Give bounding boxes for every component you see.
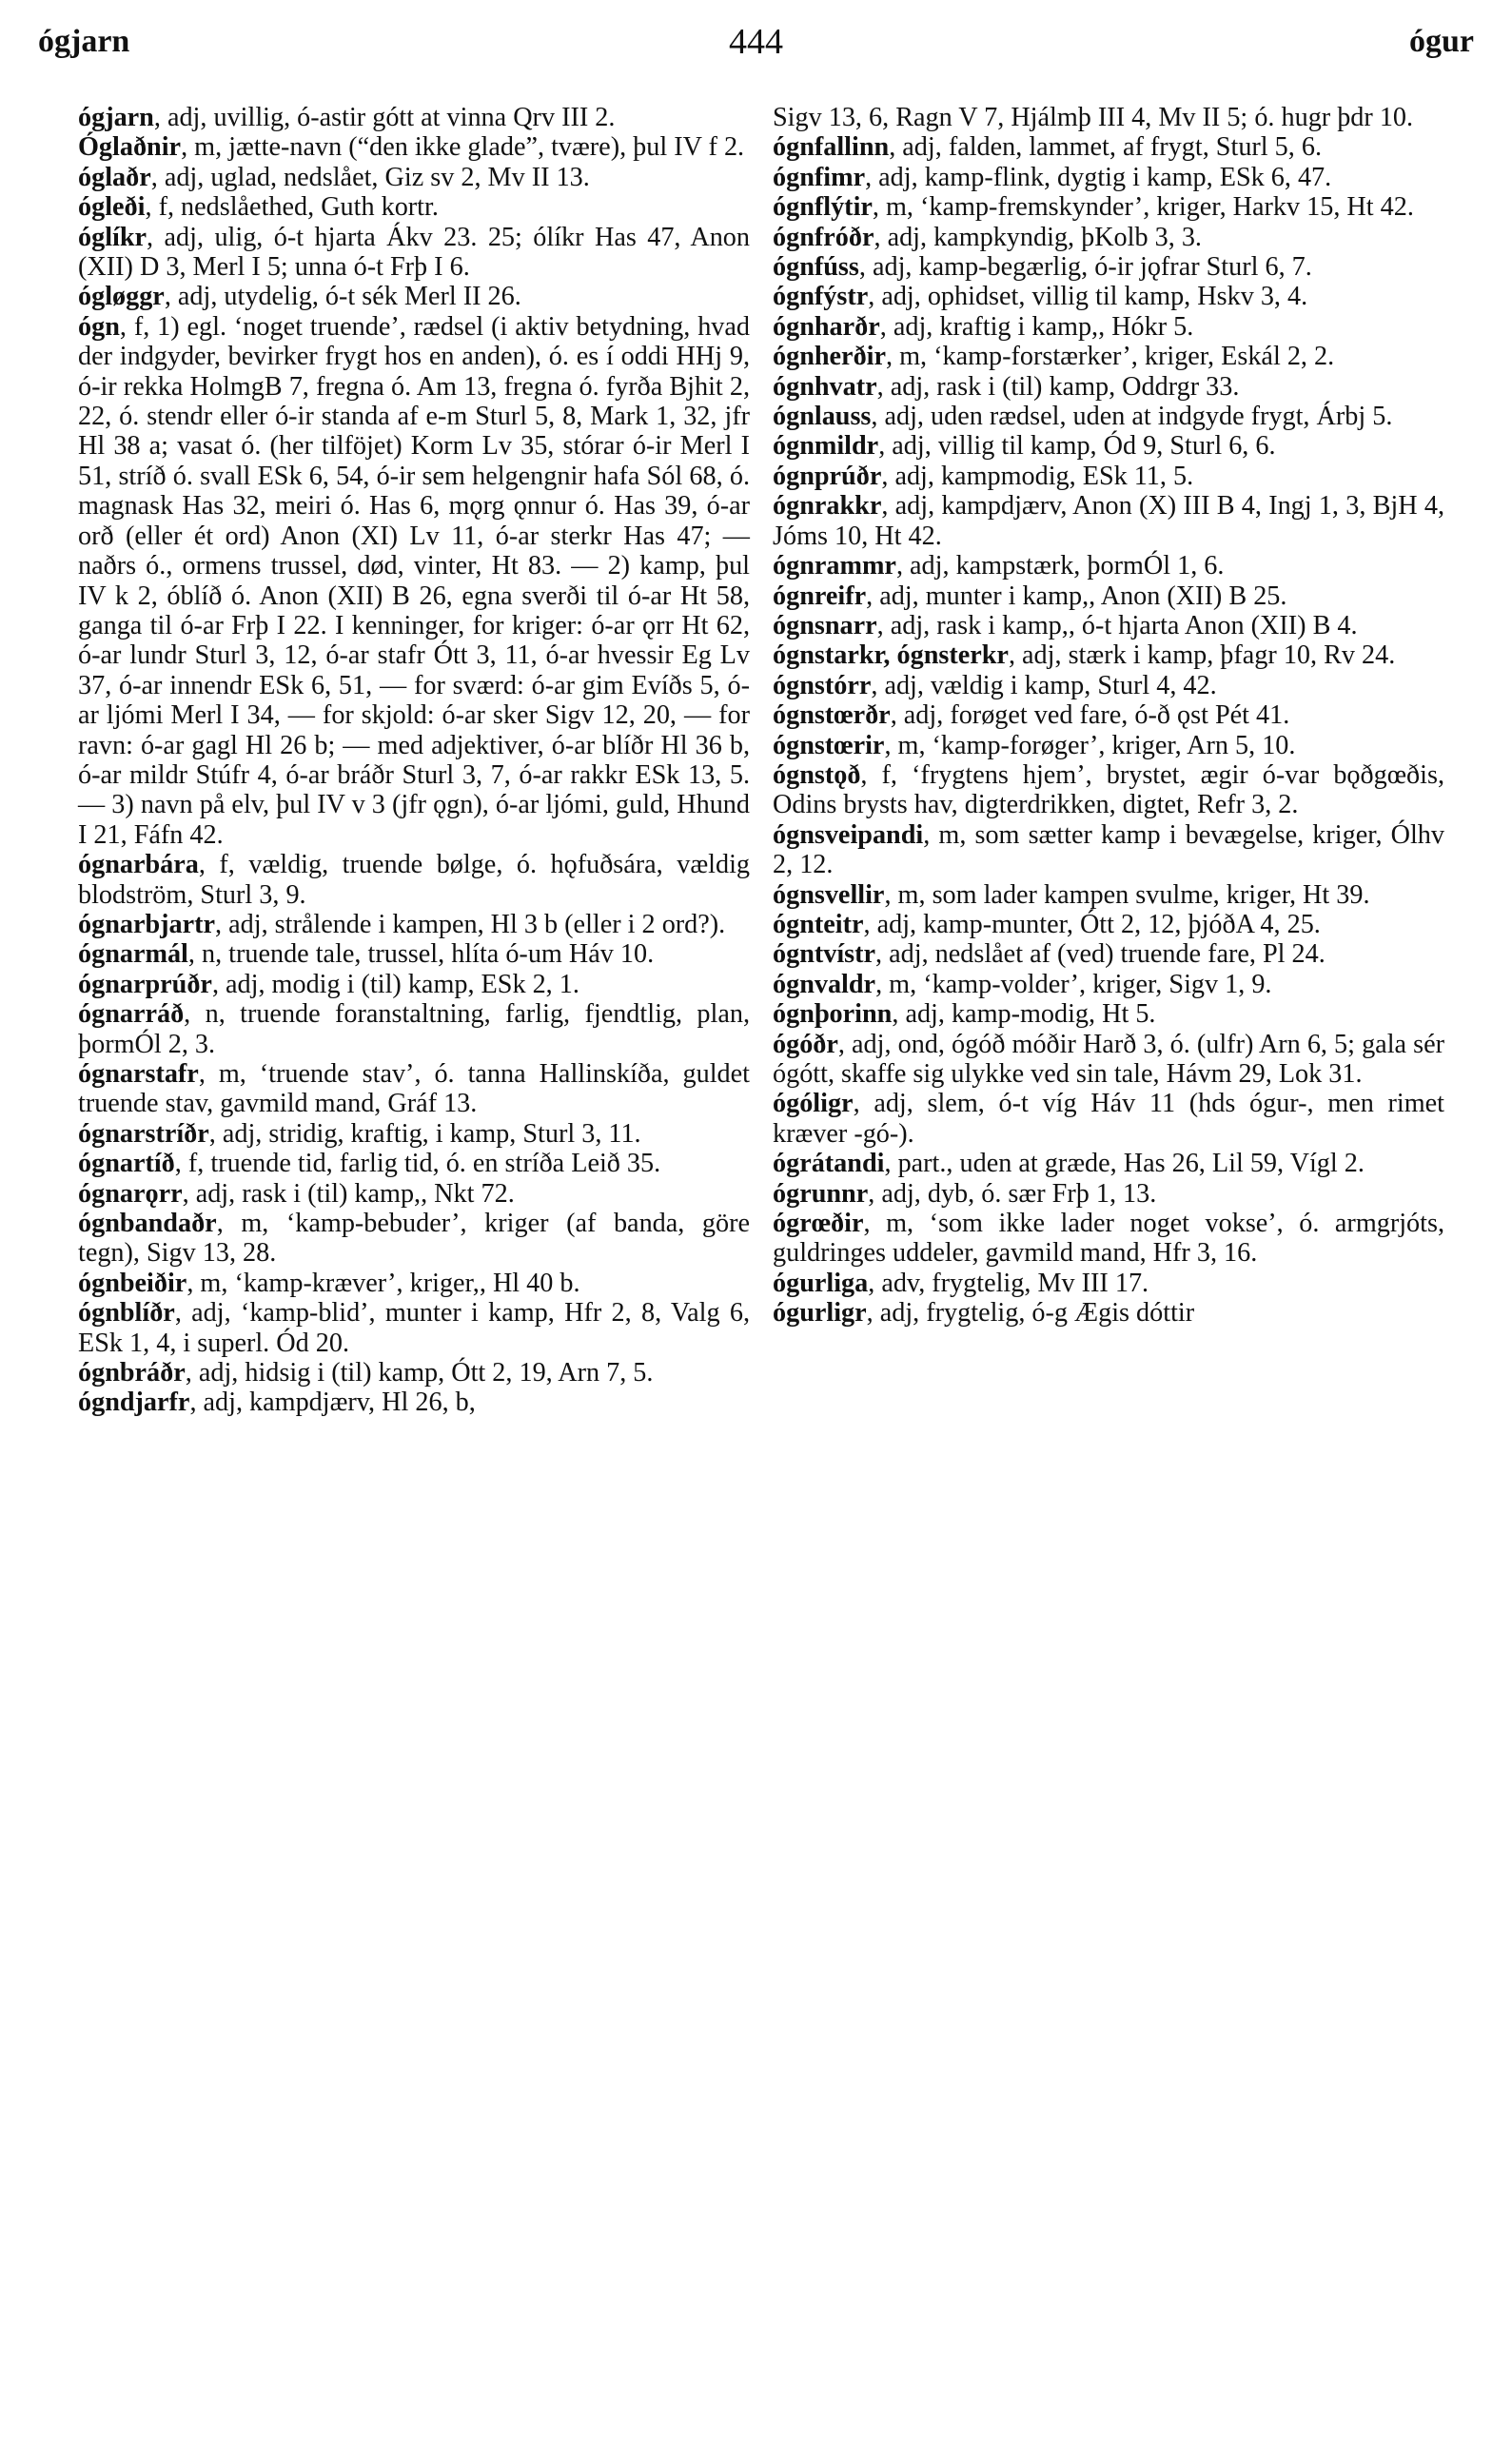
entry-definition: , adj, falden, lammet, af frygt, Sturl 5, 6. xyxy=(889,132,1323,163)
right-column xyxy=(773,103,1444,1329)
dictionary-entry xyxy=(773,1030,1444,1090)
headword: ógnsvellir xyxy=(773,879,885,910)
dictionary-entry xyxy=(78,1149,750,1178)
entry-definition: , m, ‘truende stav’, ó. tanna Hallinskíða, guldet truende stav, gavmild mand, Gráf 13. xyxy=(78,1059,750,1119)
headword: ógnharðr xyxy=(773,311,880,342)
headword: ógnstœrir xyxy=(773,730,885,760)
dictionary-entry xyxy=(773,252,1444,282)
dictionary-entry xyxy=(78,970,750,999)
headword: ógnreifr xyxy=(773,581,867,611)
headword: ógnarbára xyxy=(78,850,199,880)
entry-definition: , m, ‘kamp-kræver’, kriger,, Hl 40 b. xyxy=(187,1268,580,1298)
entry-definition: , adj, ophidset, villig til kamp, Hskv 3, 4. xyxy=(868,282,1308,312)
page-header xyxy=(38,21,1474,69)
entry-definition: , adj, ond, ógóð móðir Harð 3, ó. (ulfr) Arn 6, 5; gala sér ógótt, skaffe sig ulykke ved sin tale, Hávm 29, Lok 31. xyxy=(773,1029,1444,1089)
headword: ógnþorinn xyxy=(773,999,893,1030)
entry-definition: , adj, forøget ved fare, ó-ð ǫst Pét 41. xyxy=(890,700,1290,731)
headword: ógnfróðr xyxy=(773,222,874,252)
entry-definition: , adj, rask i (til) kamp, Oddrgr 33. xyxy=(876,371,1240,402)
entry-definition: , f, vældig, truende bølge, ó. hǫfuðsára, vældig blodström, Sturl 3, 9. xyxy=(78,850,750,910)
entry-definition: , adj, rask i (til) kamp,, Nkt 72. xyxy=(182,1178,515,1209)
headword: ógjarn xyxy=(78,103,154,132)
running-head-right: ógur xyxy=(1409,24,1474,59)
dictionary-entry xyxy=(78,939,750,969)
entry-definition: , adj, slem, ó-t víg Háv 11 (hds ógur-, men rimet kræver -gó-). xyxy=(773,1089,1444,1149)
dictionary-entry xyxy=(773,1298,1444,1328)
entry-definition: , adj, kampmodig, ESk 11, 5. xyxy=(881,461,1194,491)
headword: ógn xyxy=(78,311,120,342)
dictionary-entry xyxy=(78,132,750,162)
dictionary-entry xyxy=(773,640,1444,670)
headword: ógnsveipandi xyxy=(773,819,924,850)
headword: ógóligr xyxy=(773,1089,854,1119)
headword: ógnlauss xyxy=(773,402,872,432)
headword: ógnhvatr xyxy=(773,371,877,402)
dictionary-entry xyxy=(78,910,750,939)
headword: ógnsnarr xyxy=(773,610,877,640)
dictionary-entry xyxy=(78,1388,750,1417)
entry-definition: , m, ‘kamp-bebuder’, kriger (af banda, göre tegn), Sigv 13, 28. xyxy=(78,1209,750,1269)
headword: ógnvaldr xyxy=(773,969,876,999)
entry-definition: , part., uden at græde, Has 26, Lil 59, Vígl 2. xyxy=(884,1149,1365,1179)
dictionary-entry xyxy=(78,282,750,311)
entry-definition: , m, ‘kamp-forøger’, kriger, Arn 5, 10. xyxy=(884,730,1296,760)
headword: ógntvístr xyxy=(773,939,876,970)
dictionary-entry xyxy=(78,103,750,132)
headword: ógleði xyxy=(78,192,146,223)
dictionary-entry xyxy=(78,999,750,1059)
headword: Óglaðnir xyxy=(78,132,182,163)
entry-definition: , adj, uden rædsel, uden at indgyde frygt, Árbj 5. xyxy=(871,402,1393,432)
headword: ógnarprúðr xyxy=(78,969,212,999)
headword: ógnarstríðr xyxy=(78,1118,209,1149)
entry-definition: , m, ‘som ikke lader noget vokse’, ó. armgrjóts, guldringes uddeler, gavmild mand, Hfr 3, 16. xyxy=(773,1209,1444,1269)
dictionary-entry xyxy=(773,581,1444,611)
headword: ógnbandaðr xyxy=(78,1209,217,1239)
dictionary-entry xyxy=(773,700,1444,730)
headword: ógnarráð xyxy=(78,999,185,1030)
entry-definition: , m, som sætter kamp i bevægelse, kriger, Ólhv 2, 12. xyxy=(773,819,1444,880)
headword: ógurliga xyxy=(773,1268,869,1298)
headword: ógnstǫð xyxy=(773,759,861,790)
headword: ógnstœrðr xyxy=(773,700,891,731)
dictionary-entry xyxy=(773,611,1444,640)
dictionary-entry xyxy=(78,1059,750,1119)
entry-definition: , adj, kampdjærv, Anon (X) III B 4, Ingj 1, 3, BjH 4, Jóms 10, Ht 42. xyxy=(773,491,1444,551)
headword: ógnfallinn xyxy=(773,132,890,163)
entry-definition: , adj, vældig i kamp, Sturl 4, 42. xyxy=(871,670,1217,700)
dictionary-entry xyxy=(773,431,1444,461)
dictionary-entry xyxy=(773,491,1444,551)
dictionary-entry xyxy=(773,1209,1444,1269)
headword: ógnstórr xyxy=(773,670,872,700)
headword: ógnprúðr xyxy=(773,461,882,491)
dictionary-entry xyxy=(773,939,1444,969)
entry-definition: , adj, kampstærk, þormÓl 1, 6. xyxy=(895,551,1225,581)
headword: ógnfúss xyxy=(773,252,859,283)
headword: ógrunnr xyxy=(773,1178,869,1209)
entry-definition: , adj, nedslået af (ved) truende fare, Pl 24. xyxy=(875,939,1325,970)
entry-definition: , adj, ‘kamp-blid’, munter i kamp, Hfr 2, 8, Valg 6, ESk 1, 4, i superl. Ód 20. xyxy=(78,1298,750,1358)
entry-definition: , m, ‘kamp-forstærker’, kriger, Eskál 2, 2. xyxy=(886,342,1335,372)
dictionary-entry xyxy=(773,760,1444,820)
headword: ógnflýtir xyxy=(773,192,873,223)
entry-definition: , adj, kamp-flink, dygtig i kamp, ESk 6, 47. xyxy=(865,162,1332,192)
dictionary-entry xyxy=(773,372,1444,402)
dictionary-entry xyxy=(773,1149,1444,1178)
entry-definition: , adj, kamp-modig, Ht 5. xyxy=(892,999,1156,1030)
entry-definition: Sigv 13, 6, Ragn V 7, Hjálmþ III 4, Mv II 5; ó. hugr þdr 10. xyxy=(773,103,1414,132)
entry-definition: , m, jætte-navn (“den ikke glade”, tvære), þul IV f 2. xyxy=(181,132,745,163)
headword: ógnfimr xyxy=(773,162,866,192)
entry-definition: , adj, strålende i kampen, Hl 3 b (eller i 2 ord?). xyxy=(215,909,726,939)
dictionary-entry xyxy=(773,1179,1444,1209)
entry-definition: , adj, ulig, ó-t hjarta Ákv 23. 25; ólíkr Has 47, Anon (XII) D 3, Merl I 5; unna ó-t Frþ I 6. xyxy=(78,222,750,283)
entry-definition: , f, truende tid, farlig tid, ó. en stríða Leið 35. xyxy=(174,1149,661,1179)
headword: ógnarbjartr xyxy=(78,909,216,939)
dictionary-entry xyxy=(78,850,750,910)
entry-definition: , n, truende tale, trussel, hlíta ó-um Háv 10. xyxy=(187,939,655,970)
dictionary-entry xyxy=(773,671,1444,700)
dictionary-entry xyxy=(773,163,1444,192)
running-head-left: ógjarn xyxy=(38,24,130,59)
dictionary-entry xyxy=(773,880,1444,910)
entry-definition: , f, ‘frygtens hjem’, brystet, ægir ó-var bǫðgœðis, Odins brysts hav, digterdrikken, digtet, Refr 3, 2. xyxy=(773,759,1444,820)
headword: ógløggr xyxy=(78,282,165,312)
dictionary-entry xyxy=(773,342,1444,371)
page-number: 444 xyxy=(729,22,783,62)
dictionary-entry xyxy=(773,731,1444,760)
headword: ógnrakkr xyxy=(773,491,882,522)
entry-definition: , adj, uglad, nedslået, Giz sv 2, Mv II 13. xyxy=(150,162,590,192)
entry-definition: , m, ‘kamp-fremskynder’, kriger, Harkv 15, Ht 42. xyxy=(872,192,1414,223)
headword: ógnbeiðir xyxy=(78,1268,187,1298)
entry-definition: , adj, frygtelig, ó-g Ægis dóttir xyxy=(866,1298,1195,1329)
dictionary-entry xyxy=(773,192,1444,222)
dictionary-entry xyxy=(773,103,1444,132)
dictionary-entry xyxy=(773,223,1444,252)
entry-definition: , f, nedslåethed, Guth kortr. xyxy=(145,192,439,223)
dictionary-entry xyxy=(773,282,1444,311)
entry-definition: , adj, hidsig i (til) kamp, Ótt 2, 19, Arn 7, 5. xyxy=(185,1358,654,1388)
entry-definition: , adj, rask i kamp,, ó-t hjarta Anon (XII) B 4. xyxy=(876,610,1358,640)
dictionary-entry xyxy=(78,1209,750,1269)
dictionary-entry xyxy=(78,192,750,222)
headword: ógnfýstr xyxy=(773,282,869,312)
headword: ógnstarkr, ógnsterkr xyxy=(773,640,1009,671)
headword: óglíkr xyxy=(78,222,147,252)
headword: ógndjarfr xyxy=(78,1388,190,1418)
headword: ógurligr xyxy=(773,1298,867,1329)
dictionary-entry xyxy=(78,1119,750,1149)
entry-definition: , m, ‘kamp-volder’, kriger, Sigv 1, 9. xyxy=(875,969,1272,999)
dictionary-entry xyxy=(773,910,1444,939)
dictionary-entry xyxy=(78,1298,750,1358)
entry-definition: , adj, munter i kamp,, Anon (XII) B 25. xyxy=(866,581,1287,611)
dictionary-entry xyxy=(78,1269,750,1298)
entry-definition: , adj, stridig, kraftig, i kamp, Sturl 3, 11. xyxy=(208,1118,641,1149)
dictionary-entry xyxy=(78,223,750,283)
dictionary-entry xyxy=(773,1269,1444,1298)
entry-definition: , adj, uvillig, ó-astir gótt at vinna Qrv III 2. xyxy=(153,103,616,132)
headword: ógnrammr xyxy=(773,551,896,581)
headword: ógnblíðr xyxy=(78,1298,175,1329)
entry-definition: , adj, stærk i kamp, þfagr 10, Rv 24. xyxy=(1008,640,1396,671)
dictionary-entry xyxy=(773,462,1444,491)
dictionary-entry xyxy=(773,132,1444,162)
entry-definition: , adj, kamp-munter, Ótt 2, 12, þjóðA 4, 25. xyxy=(863,909,1321,939)
entry-definition: , adj, kampkyndig, þKolb 3, 3. xyxy=(874,222,1202,252)
dictionary-entry xyxy=(78,1358,750,1388)
entry-definition: , adj, kampdjærv, Hl 26, b, xyxy=(189,1388,476,1418)
entry-definition: , adj, dyb, ó. sær Frþ 1, 13. xyxy=(868,1178,1157,1209)
dictionary-entry xyxy=(78,1179,750,1209)
dictionary-entry xyxy=(773,970,1444,999)
entry-definition: , adj, kraftig i kamp,, Hókr 5. xyxy=(879,311,1194,342)
dictionary-entry xyxy=(78,163,750,192)
dictionary-entry xyxy=(773,551,1444,581)
dictionary-entry xyxy=(773,820,1444,880)
entry-definition: , n, truende foranstaltning, farlig, fjendtlig, plan, þormÓl 2, 3. xyxy=(78,999,750,1059)
dictionary-entry xyxy=(773,402,1444,431)
headword: ógnbráðr xyxy=(78,1358,186,1388)
dictionary-entry xyxy=(773,312,1444,342)
dictionary-entry xyxy=(773,999,1444,1029)
headword: ógnarmál xyxy=(78,939,188,970)
dictionary-entry xyxy=(773,1089,1444,1149)
left-column xyxy=(78,103,750,1418)
headword: ógrœðir xyxy=(773,1209,864,1239)
entry-definition: , adj, kamp-begærlig, ó-ir jǫfrar Sturl 6, 7. xyxy=(858,252,1312,283)
headword: ógrátandi xyxy=(773,1149,885,1179)
entry-definition: , adj, villig til kamp, Ód 9, Sturl 6, 6. xyxy=(878,431,1276,462)
headword: ógnteitr xyxy=(773,909,864,939)
headword: ógnherðir xyxy=(773,342,886,372)
entry-definition: , m, som lader kampen svulme, kriger, Ht 39. xyxy=(884,879,1370,910)
headword: ógnmildr xyxy=(773,431,879,462)
entry-definition: , adj, modig i (til) kamp, ESk 2, 1. xyxy=(211,969,579,999)
dictionary-entry xyxy=(78,312,750,850)
headword: óglaðr xyxy=(78,162,151,192)
headword: ógnarǫrr xyxy=(78,1178,183,1209)
entry-definition: , adv, frygtelig, Mv III 17. xyxy=(868,1268,1149,1298)
headword: ógnartíð xyxy=(78,1149,175,1179)
entry-definition: , f, 1) egl. ‘noget truende’, rædsel (i aktiv betydning, hvad der indgyder, bevirker frygt hos en anden), ó. es í oddi HHj 9, ó-ir rekka HolmgB 7, fregna ó. Am 13, fregna ó. fyrða Bjhit 2, 22, ó. stendr eller ó-ir standa af e-m Sturl 5, 8, Mark 1, 32, jfr Hl 38 a; vasat ó. (her tilföjet) Korm Lv 35, stórar ó-ir Merl I 51, stríð ó. svall ESk 6, 54, ó-ir sem helgengnir hafa Sól 68, ó. magnask Has 32, meiri ó. Has 6, mǫrg ǫnnur ó. Has 39, ó-ar orð (eller ét ord) Anon (XI) Lv 11, ó-ar sterkr Has 47; — naðrs ó., ormens trussel, død, vinter, Ht 83. — 2) kamp, þul IV k 2, óblíð ó. Anon (XII) B 26, egna sverði til ó-ar Ht 58, ganga til ó-ar Frþ I 22. I kenninger, for kriger: ó-ar ǫrr Ht 62, ó-ar lundr Sturl 3, 12, ó-ar stafr Ótt 3, 11, ó-ar hvessir Eg Lv 37, ó-ar innendr ESk 6, 51, — for sværd: ó-ar gim Evíðs 5, ó-ar ljómi Merl I 34, — for skjold: ó-ar sker Sigv 12, 20, — for ravn: ó-ar gagl Hl 26 b; — med adjektiver, ó-ar blíðr Hl 36 b, ó-ar mildr Stúfr 4, ó-ar bráðr Sturl 3, 7, ó-ar rakkr ESk 13, 5. — 3) navn på elv, þul IV v 3 (jfr ǫgn), ó-ar ljómi, guld, Hhund I 21, Fáfn 42. xyxy=(78,311,750,850)
entry-definition: , adj, utydelig, ó-t sék Merl II 26. xyxy=(164,282,521,312)
headword: ógnarstafr xyxy=(78,1059,199,1089)
headword: ógóðr xyxy=(773,1029,838,1059)
